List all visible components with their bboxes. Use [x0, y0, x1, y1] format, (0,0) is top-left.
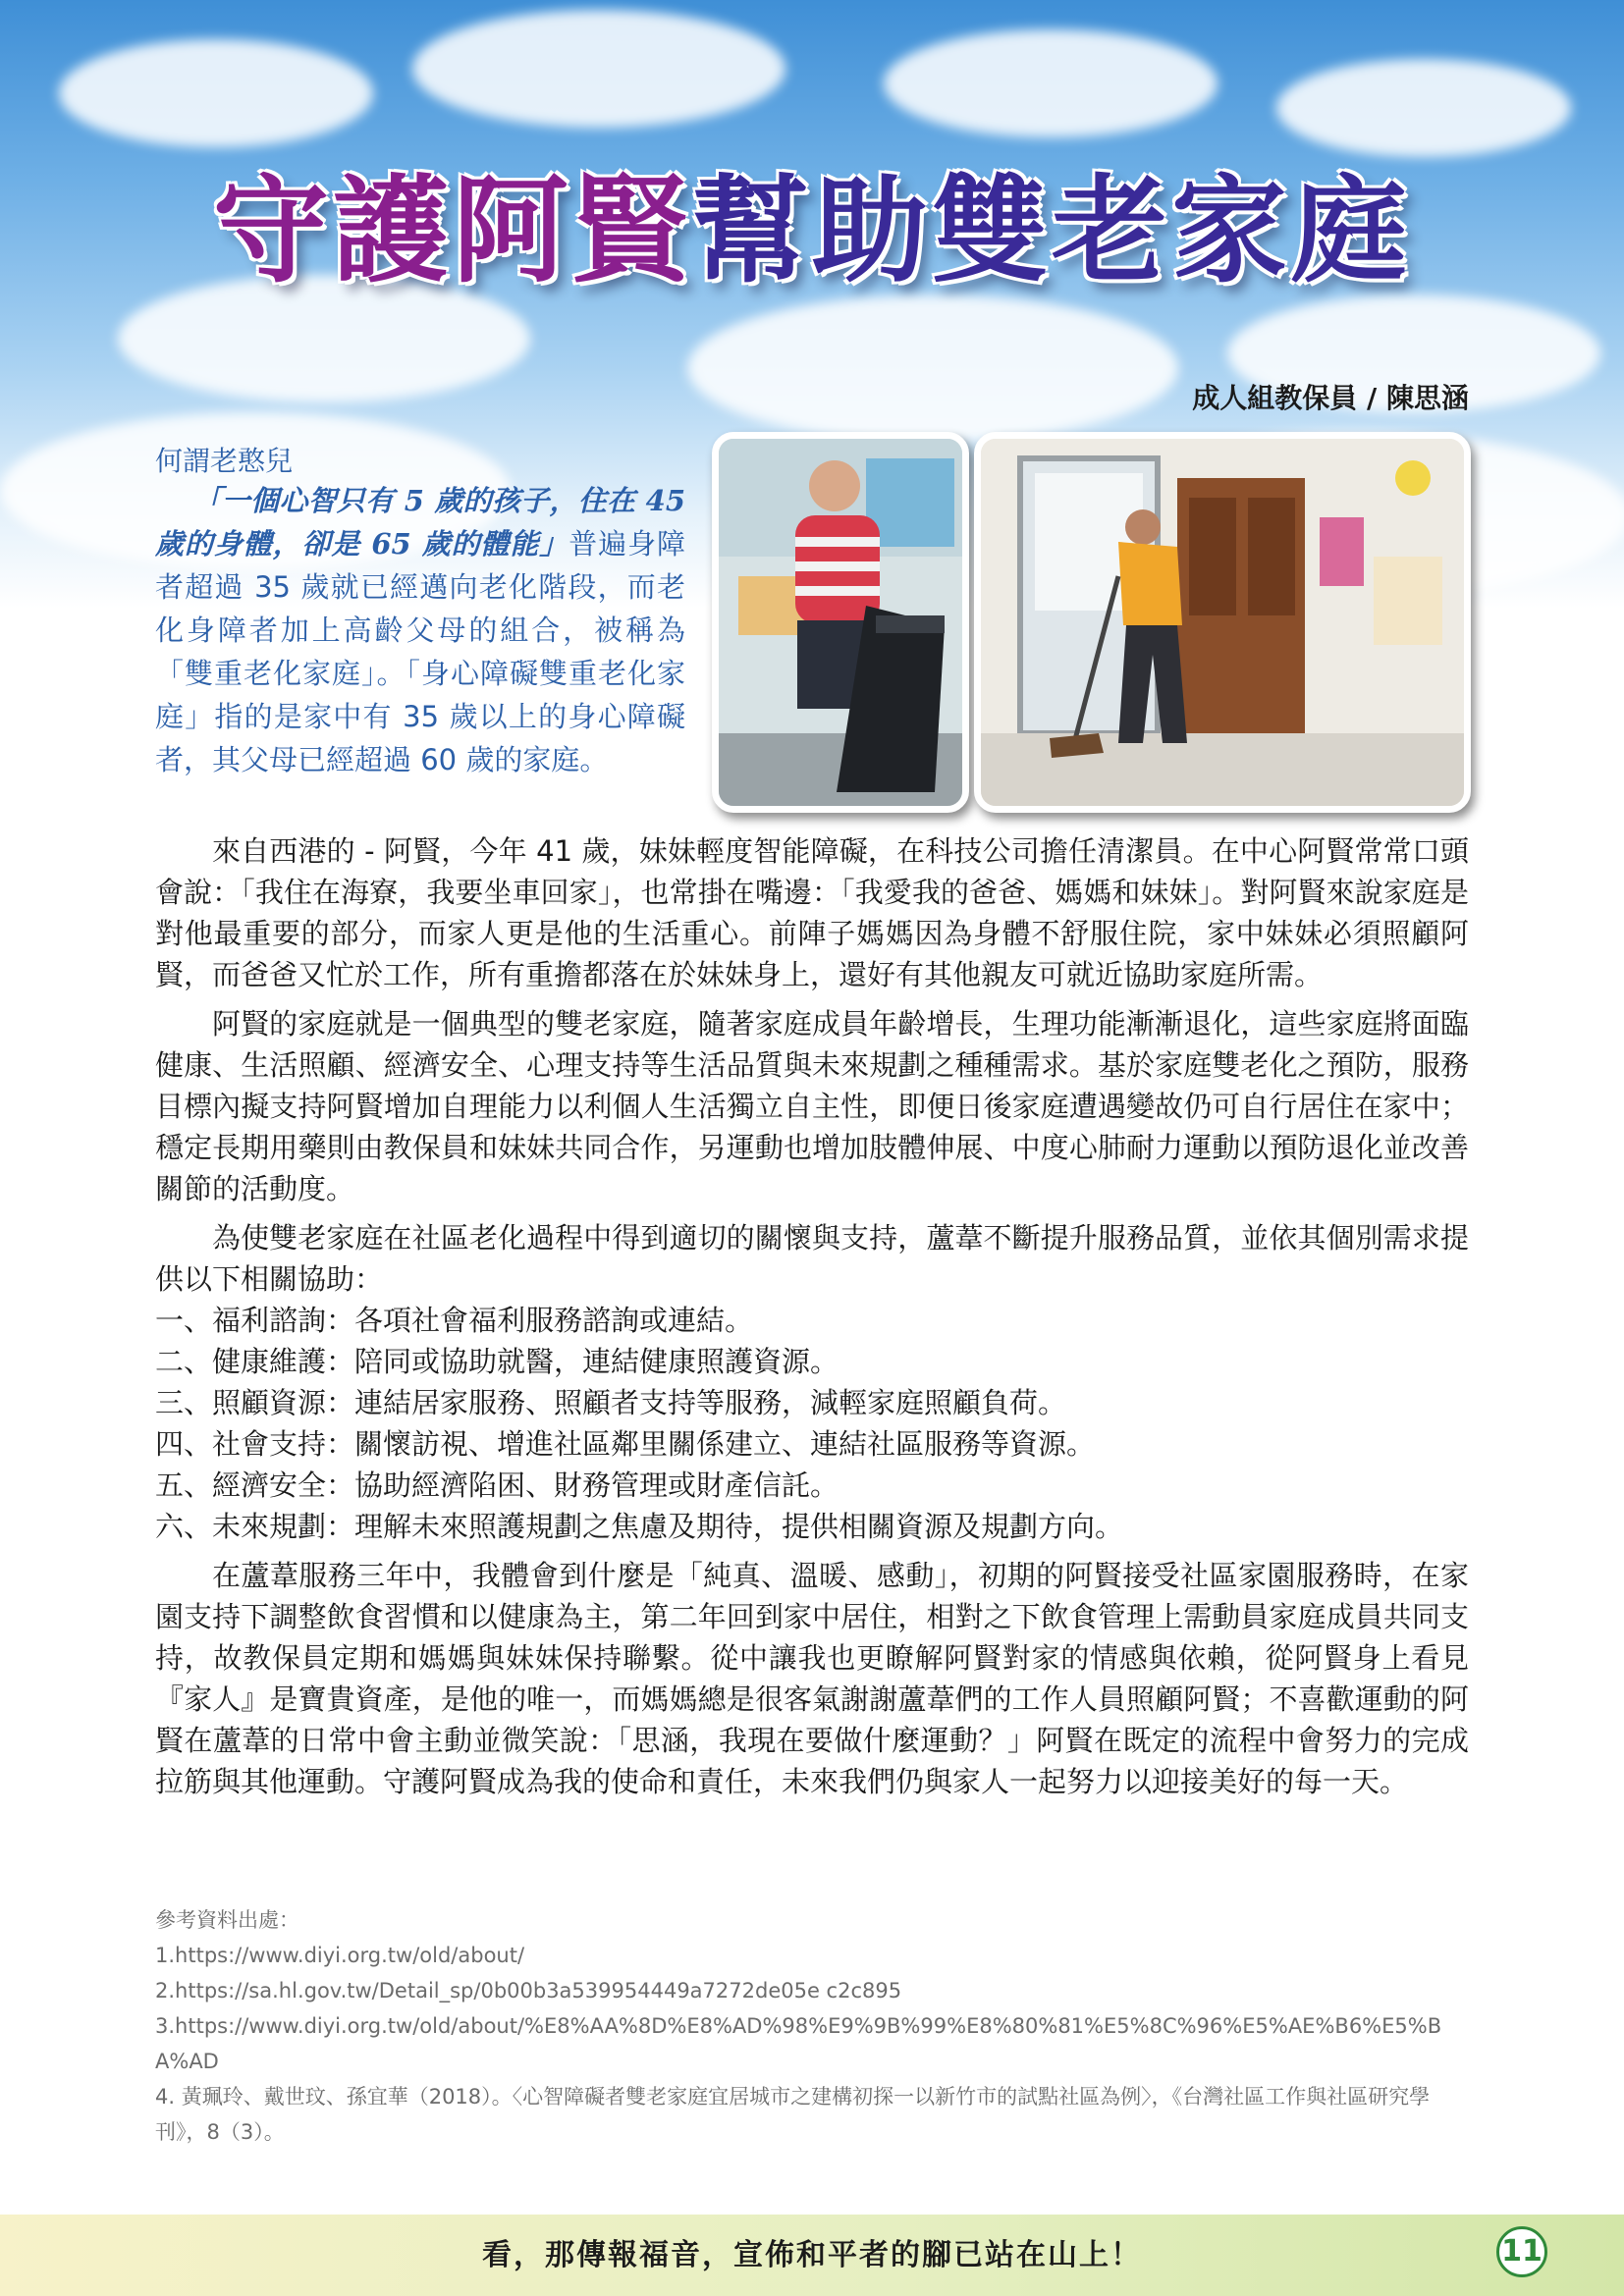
sweeping-floor-photo	[974, 432, 1471, 813]
reference-item: 3.https://www.diyi.org.tw/old/about/%E8%AA%8D%E8%AD%98%E9%9B%99%E8%80%81%E5%8C%96%E5%AE%B6%E5%BA%AD	[155, 2014, 1442, 2073]
reference-item: 4. 黃珮玲、戴世玟、孫宜華（2018）。〈心智障礙者雙老家庭宜居城市之建構初探一以新竹市的試點社區為例〉，《台灣社區工作與社區研究學刊》，8（3）。	[155, 2085, 1431, 2144]
list-item: 二、健康維護：陪同或協助就醫，連結健康照護資源。	[155, 1345, 839, 1378]
list-item: 四、社會支持：關懷訪視、增進社區鄰里關係建立、連結社區服務等資源。	[155, 1427, 1096, 1461]
list-item: 一、福利諮詢：各項社會福利服務諮詢或連結。	[155, 1304, 754, 1337]
intro-heading: 何謂老憨兒	[155, 445, 294, 477]
author-byline: 成人組教保員 / 陳思涵	[1192, 382, 1469, 414]
exercise-bike-illustration	[719, 439, 962, 806]
body-paragraph-1: 來自西港的 - 阿賢，今年 41 歲，妹妹輕度智能障礙，在科技公司擔任清潔員。在中心阿賢常常口頭會說：「我住在海寮，我要坐車回家」，也常掛在嘴邊：「我愛我的爸爸、媽媽和妹妹」。對阿賢來說家庭是對他最重要的部分，而家人更是他的生活重心。前陣子媽媽因為身體不舒服住院，家中妹妹必須照顧阿賢，而爸爸又忙於工作，所有重擔都落在於妹妹身上，還好有其他親友可就近協助家庭所需。	[155, 834, 1469, 991]
reference-item: 2.https://sa.hl.gov.tw/Detail_sp/0b00b3a539954449a7272de05e c2c895	[155, 1979, 902, 2002]
intro-paragraph	[155, 479, 685, 781]
body-paragraph-3: 為使雙老家庭在社區老化過程中得到適切的關懷與支持，蘆葦不斷提升服務品質，並依其個別需求提供以下相關協助：	[155, 1221, 1469, 1296]
sweeping-floor-illustration	[981, 439, 1464, 806]
exercise-bike-photo	[712, 432, 969, 813]
title-part-1: 守護阿賢	[212, 163, 692, 298]
list-item: 五、經濟安全：協助經濟陷困、財務管理或財產信託。	[155, 1468, 839, 1502]
list-item: 三、照顧資源：連結居家服務、照顧者支持等服務，減輕家庭照顧負荷。	[155, 1386, 1067, 1419]
reference-item: 1.https://www.diyi.org.tw/old/about/	[155, 1944, 525, 1967]
intro-text: 普遍身障者超過 35 歲就已經邁向老化階段，而老化身障者加上高齡父母的組合，被稱為「雙重老化家庭」。「身心障礙雙重老化家庭」指的是家中有 35 歲以上的身心障礙者，其父母已經超過 60 歲的家庭。	[155, 527, 685, 776]
body-paragraph-2: 阿賢的家庭就是一個典型的雙老家庭，隨著家庭成員年齡增長，生理功能漸漸退化，這些家庭將面臨健康、生活照顧、經濟安全、心理支持等生活品質與未來規劃之種種需求。基於家庭雙老化之預防，服務目標內擬支持阿賢增加自理能力以利個人生活獨立自主性，即便日後家庭遭遇變故仍可自行居住在家中；穩定長期用藥則由教保員和妹妹共同合作，另運動也增加肢體伸展、中度心肺耐力運動以預防退化並改善關節的活動度。	[155, 1007, 1469, 1205]
intro-quote: 「一個心智只有 5 歲的孩子，住在 45 歲的身體，卻是 65 歲的體能」	[155, 484, 686, 561]
references-heading: 參考資料出處：	[155, 1908, 299, 1932]
closing-paragraph: 在蘆葦服務三年中，我體會到什麼是「純真、溫暖、感動」，初期的阿賢接受社區家園服務時，在家園支持下調整飲食習慣和以健康為主，第二年回到家中居住，相對之下飲食管理上需動員家庭成員共同支持，故教保員定期和媽媽與妹妹保持聯繫。從中讓我也更瞭解阿賢對家的情感與依賴，從阿賢身上看見『家人』是寶貴資產，是他的唯一，而媽媽總是很客氣謝謝蘆葦們的工作人員照顧阿賢；不喜歡運動的阿賢在蘆葦的日常中會主動並微笑說：「思涵，我現在要做什麼運動？」阿賢在既定的流程中會努力的完成拉筋與其他運動。守護阿賢成為我的使命和責任，未來我們仍與家人一起努力以迎接美好的每一天。	[155, 1559, 1469, 1798]
list-item: 六、未來規劃：理解未來照護規劃之焦慮及期待，提供相關資源及規劃方向。	[155, 1510, 1124, 1543]
references	[155, 1902, 1471, 2150]
title-part-2: 幫助雙老家庭	[692, 163, 1412, 298]
page-title	[0, 137, 1624, 304]
footer-verse: 看，那傳報福音，宣佈和平者的腳已站在山上！	[482, 2238, 1142, 2272]
article-body	[155, 830, 1469, 1810]
page-number: 11	[1496, 2226, 1547, 2277]
